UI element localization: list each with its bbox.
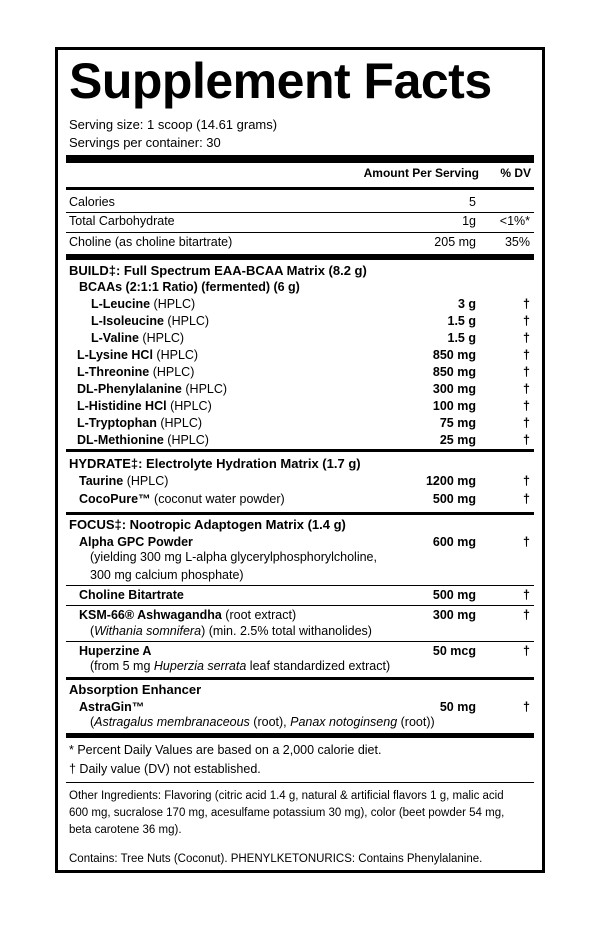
dagger-mark: †: [523, 416, 530, 430]
build-ingredient-row: [66, 382, 534, 400]
ingredient-amount: 1200 mg: [425, 474, 476, 488]
row-divider: [66, 641, 534, 642]
ingredient-amount: 25 mg: [439, 433, 476, 447]
ingredient-amount: 300 mg: [432, 382, 476, 396]
choline-bitartrate-row: [66, 588, 534, 606]
carbohydrate-row: [66, 214, 534, 232]
ingredient-amount: 100 mg: [432, 399, 476, 413]
dagger-mark: †: [523, 644, 530, 658]
taurine-row: [66, 474, 534, 492]
ingredient-amount: 50 mcg: [432, 644, 476, 658]
thick-divider: [66, 254, 534, 260]
focus-heading: FOCUS‡: Nootropic Adaptogen Matrix (1.4 g): [69, 517, 346, 532]
alpha-gpc-detail-2: 300 mg calcium phosphate): [90, 568, 244, 582]
astragin-detail: (Astragalus membranaceous (root), Panax notoginseng (root)): [90, 715, 435, 729]
ingredient-name: L-Histidine HCl (HPLC): [77, 399, 212, 413]
amount-header: Amount Per Serving: [363, 166, 479, 180]
dagger-mark: †: [523, 314, 530, 328]
nutrient-amount: 205 mg: [434, 235, 476, 249]
other-ingredients-3: beta carotene 36 mg).: [69, 824, 182, 836]
dagger-mark: †: [523, 433, 530, 447]
dagger-mark: †: [523, 382, 530, 396]
ingredient-name: L-Leucine (HPLC): [91, 297, 196, 311]
ingredient-name: Alpha GPC Powder: [79, 535, 193, 549]
ingredient-name: CocoPure™ (coconut water powder): [79, 492, 285, 506]
allergen-statement: Contains: Tree Nuts (Coconut). PHENYLKETONURICS: Contains Phenylalanine.: [69, 853, 483, 865]
nutrient-amount: 1g: [462, 214, 476, 228]
nutrient-name: Calories: [69, 195, 115, 209]
thick-divider: [66, 733, 534, 738]
ingredient-name: KSM-66® Ashwagandha (root extract): [79, 608, 297, 622]
row-divider: [66, 782, 534, 783]
nutrient-name: Choline (as choline bitartrate): [69, 235, 233, 249]
dagger-mark: †: [523, 535, 530, 549]
ingredient-name: Taurine (HPLC): [79, 474, 169, 488]
row-divider: [66, 585, 534, 586]
ingredient-amount: 300 mg: [432, 608, 476, 622]
nutrient-dv: 35%: [504, 235, 530, 249]
daily-value-footnote: * Percent Daily Values are based on a 2,000 calorie diet.: [69, 743, 382, 757]
ingredient-amount: 50 mg: [439, 700, 476, 714]
ingredient-name: L-Threonine (HPLC): [77, 365, 195, 379]
ingredient-amount: 3 g: [457, 297, 476, 311]
calories-row: [66, 195, 534, 213]
alpha-gpc-detail-1: (yielding 300 mg L-alpha glycerylphosphorylcholine,: [90, 550, 377, 564]
ingredient-amount: 600 mg: [432, 535, 476, 549]
dv-header: % DV: [500, 166, 531, 180]
dagger-footnote: † Daily value (DV) not established.: [69, 762, 261, 776]
ingredient-amount: 500 mg: [432, 492, 476, 506]
build-ingredient-row: [66, 348, 534, 366]
dagger-mark: †: [523, 399, 530, 413]
row-divider: [66, 232, 534, 233]
build-ingredient-row: [66, 331, 534, 349]
ingredient-name: L-Valine (HPLC): [91, 331, 185, 345]
ksm66-detail: (Withania somnifera) (min. 2.5% total withanolides): [90, 624, 372, 638]
build-heading: BUILD‡: Full Spectrum EAA-BCAA Matrix (8.2 g): [69, 263, 367, 278]
cocopure-row: [66, 492, 534, 510]
ingredient-name: L-Lysine HCl (HPLC): [77, 348, 199, 362]
row-divider: [66, 212, 534, 213]
ingredient-name: DL-Phenylalanine (HPLC): [77, 382, 228, 396]
ingredient-name: AstraGin™: [79, 700, 145, 714]
dagger-mark: †: [523, 492, 530, 506]
medium-divider: [66, 187, 534, 190]
dagger-mark: †: [523, 588, 530, 602]
build-ingredient-row: [66, 365, 534, 383]
dagger-mark: †: [523, 700, 530, 714]
dagger-mark: †: [523, 608, 530, 622]
row-divider: [66, 605, 534, 606]
other-ingredients-2: 600 mg, sucralose 170 mg, acesulfame potassium 30 mg), color (beet powder 54 mg,: [69, 807, 505, 819]
choline-row: [66, 235, 534, 253]
ingredient-name: L-Tryptophan (HPLC): [77, 416, 203, 430]
ingredient-amount: 1.5 g: [447, 314, 476, 328]
other-ingredients-1: Other Ingredients: Flavoring (citric acid 1.4 g, natural & artificial flavors 1 g, malic acid: [69, 790, 504, 802]
panel-title: Supplement Facts: [69, 53, 492, 109]
build-ingredient-row: [66, 297, 534, 315]
build-ingredient-row: [66, 416, 534, 434]
huperzine-detail: (from 5 mg Huperzia serrata leaf standardized extract): [90, 659, 391, 673]
dagger-mark: †: [523, 365, 530, 379]
ingredient-name: Huperzine A: [79, 644, 152, 658]
absorption-heading: Absorption Enhancer: [69, 682, 202, 697]
dagger-mark: †: [523, 348, 530, 362]
nutrient-amount: 5: [469, 195, 476, 209]
ingredient-name: DL-Methionine (HPLC): [77, 433, 209, 447]
ingredient-amount: 75 mg: [439, 416, 476, 430]
ingredient-name: L-Isoleucine (HPLC): [91, 314, 210, 328]
build-ingredient-row: [66, 399, 534, 417]
dagger-mark: †: [523, 474, 530, 488]
ingredient-amount: 1.5 g: [447, 331, 476, 345]
nutrient-dv: <1%*: [499, 214, 530, 228]
medium-divider: [66, 512, 534, 515]
build-ingredient-row: [66, 433, 534, 451]
build-ingredient-row: [66, 314, 534, 332]
ingredient-amount: 850 mg: [432, 348, 476, 362]
ingredient-amount: 850 mg: [432, 365, 476, 379]
thick-divider: [66, 155, 534, 163]
bcaa-heading: BCAAs (2:1:1 Ratio) (fermented) (6 g): [79, 280, 300, 294]
ingredient-amount: 500 mg: [432, 588, 476, 602]
supplement-facts-panel: [55, 47, 545, 873]
dagger-mark: †: [523, 297, 530, 311]
dagger-mark: †: [523, 331, 530, 345]
ingredient-name: Choline Bitartrate: [79, 588, 184, 602]
medium-divider: [66, 677, 534, 680]
serving-size: Serving size: 1 scoop (14.61 grams): [69, 117, 278, 132]
servings-per-container: Servings per container: 30: [69, 135, 221, 150]
hydrate-heading: HYDRATE‡: Electrolyte Hydration Matrix (1.7 g): [69, 456, 361, 471]
nutrient-name: Total Carbohydrate: [69, 214, 175, 228]
